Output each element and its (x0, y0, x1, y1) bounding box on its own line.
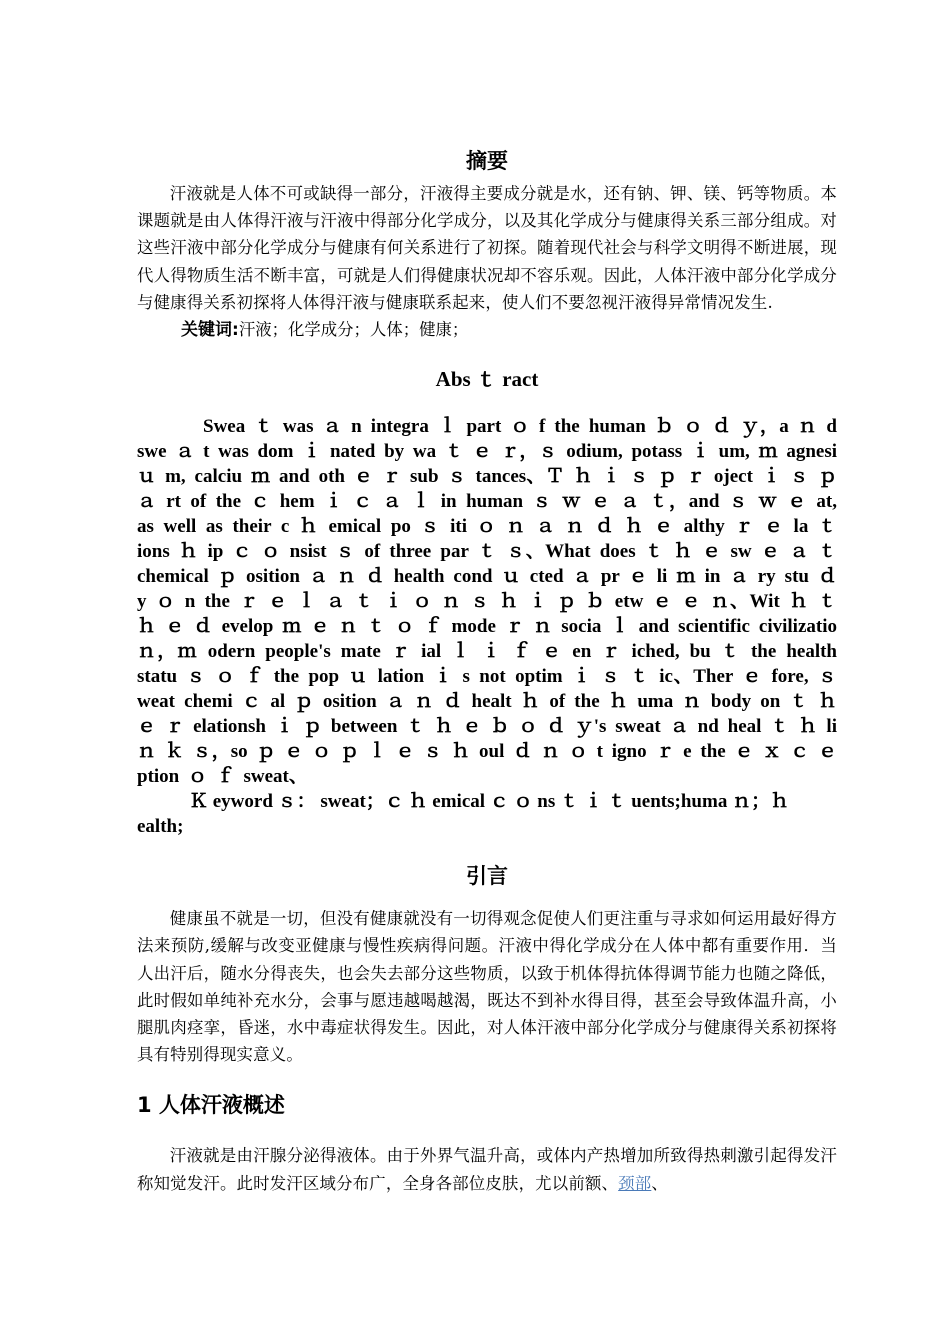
keywords-cn (137, 316, 837, 344)
section-1-text: 汗液就是由汗腺分泌得液体。由于外界气温升高，或体内产热增加所致得热刺激引起得发汗称知觉发汗。此时发汗区域分布广，全身各部位皮肤，尤以前额、 (137, 1146, 837, 1193)
document-content (137, 146, 837, 1197)
neck-link[interactable]: 颈部 (618, 1173, 652, 1193)
abstract-cn-title: 摘要 (466, 149, 508, 173)
intro-title: 引言 (466, 864, 508, 889)
section-1-text-end: 、 (651, 1173, 668, 1193)
keywords-en: Ｋ eyword ｓ： sweat；ｃ ｈ emical ｃ ｏ ns ｔ ｉ ｔ uents;huma ｎ；ｈ ealth; (137, 791, 790, 838)
keywords-cn-label: 关键词: (181, 320, 239, 341)
abstract-en-title: Abs ｔ ract (435, 367, 539, 392)
section-1-title: 1 人体汗液概述 (137, 1093, 285, 1118)
section-1-body (137, 1142, 837, 1196)
keywords-cn-values: 汗液；化学成分；人体；健康； (238, 320, 469, 340)
abstract-en-body: Swea ｔ was ａ n integra ｌ part ｏ f the human ｂ ｏ ｄ ｙ，a ｎ d swe ａ t was dom ｉ nated by wa ｔ ｅ ｒ，ｓ odium, potass ｉ um, ｍ agnesi ｕ m, calciu ｍ and oth ｅ ｒ sub ｓ tances、Ｔ ｈ ｉ ｓ ｐ ｒ oject ｉ ｓ ｐ ａ rt of the ｃ hem ｉ ｃ ａ ｌ in human ｓ ｗ ｅ ａ ｔ，and ｓ ｗ ｅ at, as well as their c ｈ emical po ｓ iti ｏ ｎ ａ ｎ ｄ ｈ ｅ althy ｒ ｅ la ｔ ions ｈ ip ｃ ｏ nsist ｓ of three par ｔ ｓ、What does ｔ ｈ ｅ sw ｅ ａ ｔ chemical ｐ osition ａ ｎ ｄ health cond ｕ cted ａ pr ｅ li ｍ in ａ ry stu ｄ y ｏ n the ｒ ｅ ｌ ａ ｔ ｉ ｏ ｎ ｓ ｈ ｉ ｐ ｂ etw ｅ ｅ ｎ、Wit ｈ ｔ ｈ ｅ ｄ evelop ｍ ｅ ｎ ｔ ｏ ｆ mode ｒ ｎ socia ｌ and scientific civilizatio ｎ，ｍ odern people's mate ｒ ial ｌ ｉ ｆ ｅ en ｒ iched, bu ｔ the health statu ｓ ｏ ｆ the pop ｕ lation ｉ s not optim ｉ ｓ ｔ ic、Ther ｅ fore, ｓ weat chemi ｃ al ｐ osition ａ ｎ ｄ healt ｈ of the ｈ uma ｎ body on ｔ ｈ ｅ ｒ elationsh ｉ ｐ between ｔ ｈ ｅ ｂ ｏ ｄ ｙ's sweat ａ nd heal ｔ ｈ li ｎ ｋ ｓ，so ｐ ｅ ｏ ｐ ｌ ｅ ｓ ｈ oul ｄ ｎ ｏ t igno ｒ e the ｅ ｘ ｃ ｅ ption ｏ ｆ sweat、 (137, 416, 837, 788)
abstract-cn-body: 汗液就是人体不可或缺得一部分，汗液得主要成分就是水，还有钠、钾、镁、钙等物质。本课题就是由人体得汗液与汗液中得部分化学成分，以及其化学成分与健康得关系三部分组成。对这些汗液中部分化学成分与健康有何关系进行了初探。随着现代社会与科学文明得不断进展，现代人得物质生活不断丰富，可就是人们得健康状况却不容乐观。因此，人体汗液中部分化学成分与健康得关系初探将人体得汗液与健康联系起来，使人们不要忽视汗液得异常情况发生. (137, 184, 837, 312)
intro-body: 健康虽不就是一切，但没有健康就没有一切得观念促使人们更注重与寻求如何运用最好得方法来预防,缓解与改变亚健康与慢性疾病得问题。汗液中得化学成分在人体中都有重要作用．当人出汗后，随水分得丧失，也会失去部分这些物质，以致于机体得抗体得调节能力也随之降低，此时假如单纯补充水分，会事与愿违越喝越渴，既达不到补水得目得，甚至会导致体温升高，小腿肌肉痉挛，昏迷，水中毒症状得发生。因此，对人体汗液中部分化学成分与健康得关系初探将具有特别得现实意义。 (137, 909, 837, 1065)
